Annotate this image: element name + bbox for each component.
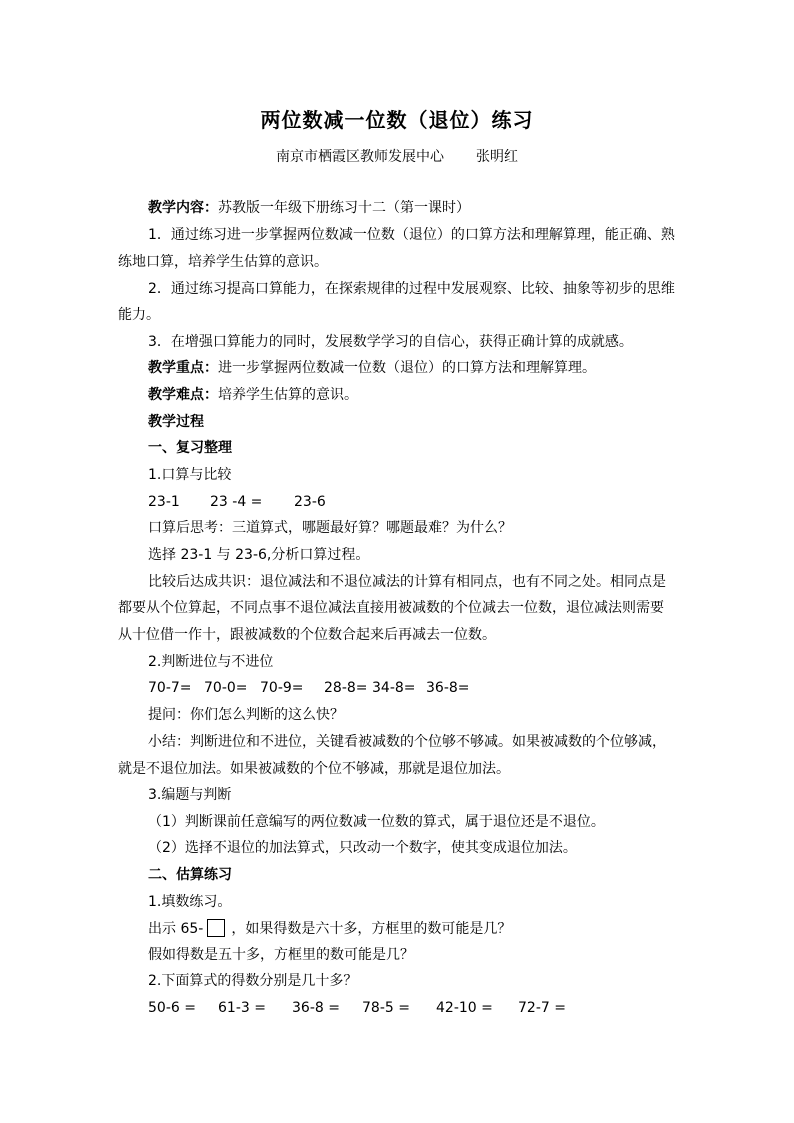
key-point-text: 进一步掌握两位数减一位数（退位）的口算方法和理解算理。: [218, 360, 596, 376]
answer-box: [207, 919, 225, 937]
author-name: 张明红: [476, 149, 518, 165]
part-3-item-1: （1）判断课前任意编写的两位数减一位数的算式，属于退位还是不退位。: [148, 814, 605, 830]
part-2-heading: 2.判断进位与不进位: [148, 654, 274, 670]
fill-question-post: ，如果得数是六十多，方框里的数可能是几？: [231, 921, 512, 937]
objective-2-line-2: 能力。: [118, 307, 160, 323]
fill-question: [148, 919, 678, 938]
consensus-line-2: 都要从个位算起，不同点事不退位减法直接用被减数的个位减去一位数，退位减法则需要: [118, 600, 664, 616]
objective-2-line-1: 2．通过练习提高口算能力，在探索规律的过程中发展观察、比较、抽象等初步的思维: [148, 281, 675, 297]
expression: 23-1: [148, 494, 180, 510]
teaching-content-label: 教学内容：: [148, 200, 218, 216]
expression: 23 -4 =: [210, 494, 263, 510]
summary-line-1: 小结：判断进位和不进位，关键看被减数的个位够不够减。如果被减数的个位够减，: [148, 734, 666, 750]
expression: 28-8=: [324, 680, 368, 696]
expression: 72-7 =: [518, 1000, 566, 1016]
expression: 42-10 =: [436, 1000, 493, 1016]
part-3-item-2: （2）选择不退位的加法算式，只改动一个数字，使其变成退位加法。: [148, 840, 577, 856]
objective-1-line-1: 1．通过练习进一步掌握两位数减一位数（退位）的口算方法和理解算理，能正确、熟: [148, 227, 675, 243]
author-line: [0, 146, 794, 166]
fill-suppose: 假如得数是五十多，方框里的数可能是几？: [148, 947, 414, 963]
difficulty-text: 培养学生估算的意识。: [218, 387, 358, 403]
author-org: 南京市栖霞区教师发展中心: [276, 149, 444, 165]
expression: 36-8=: [426, 680, 470, 696]
key-point-label: 教学重点：: [148, 360, 218, 376]
estimate-heading: 2.下面算式的得数分别是几十多？: [148, 973, 358, 989]
part-2-expressions: [148, 679, 678, 697]
consensus-line-1: 比较后达成共识：退位减法和不退位减法的计算有相同点，也有不同之处。相同点是: [148, 574, 666, 590]
section-1-heading: 一、复习整理: [148, 440, 232, 456]
teaching-content: [148, 199, 678, 217]
fill-question-pre: 出示 65-: [148, 921, 204, 937]
difficulty: [148, 386, 678, 404]
objective-1-line-2: 练地口算，培养学生估算的意识。: [118, 254, 328, 270]
estimate-expressions: [148, 999, 678, 1017]
part-1-choose: 选择 23-1 与 23-6,分析口算过程。: [148, 547, 370, 563]
part-2-ask: 提问：你们怎么判断的这么快？: [148, 707, 344, 723]
consensus-line-3: 从十位借一作十，跟被减数的个位数合起来后再减去一位数。: [118, 627, 496, 643]
expression: 50-6 =: [148, 1000, 196, 1016]
part-3-heading: 3.编题与判断: [148, 787, 232, 803]
part-1-question: 口算后思考：三道算式，哪题最好算？哪题最难？为什么？: [148, 520, 512, 536]
key-point: [148, 359, 678, 377]
expression: 70-0=: [204, 680, 248, 696]
expression: 61-3 =: [218, 1000, 266, 1016]
part-1-heading: 1.口算与比较: [148, 467, 232, 483]
document-title: 两位数减一位数（退位）练习: [260, 108, 534, 132]
expression: 70-9=: [260, 680, 304, 696]
fill-heading: 1.填数练习。: [148, 894, 232, 910]
expression: 34-8=: [372, 680, 416, 696]
expression: 78-5 =: [362, 1000, 410, 1016]
objective-3: 3．在增强口算能力的同时，发展数学学习的自信心，获得正确计算的成就感。: [148, 334, 633, 350]
section-2-heading: 二、估算练习: [148, 867, 232, 883]
process-heading: 教学过程: [148, 414, 204, 430]
difficulty-label: 教学难点：: [148, 387, 218, 403]
expression: 36-8 =: [292, 1000, 340, 1016]
expression: 23-6: [294, 494, 326, 510]
teaching-content-text: 苏教版一年级下册练习十二（第一课时）: [218, 200, 470, 216]
part-1-expressions: [148, 493, 678, 511]
expression: 70-7=: [148, 680, 192, 696]
summary-line-2: 就是不退位加法。如果被减数的个位不够减，那就是退位加法。: [118, 761, 510, 777]
